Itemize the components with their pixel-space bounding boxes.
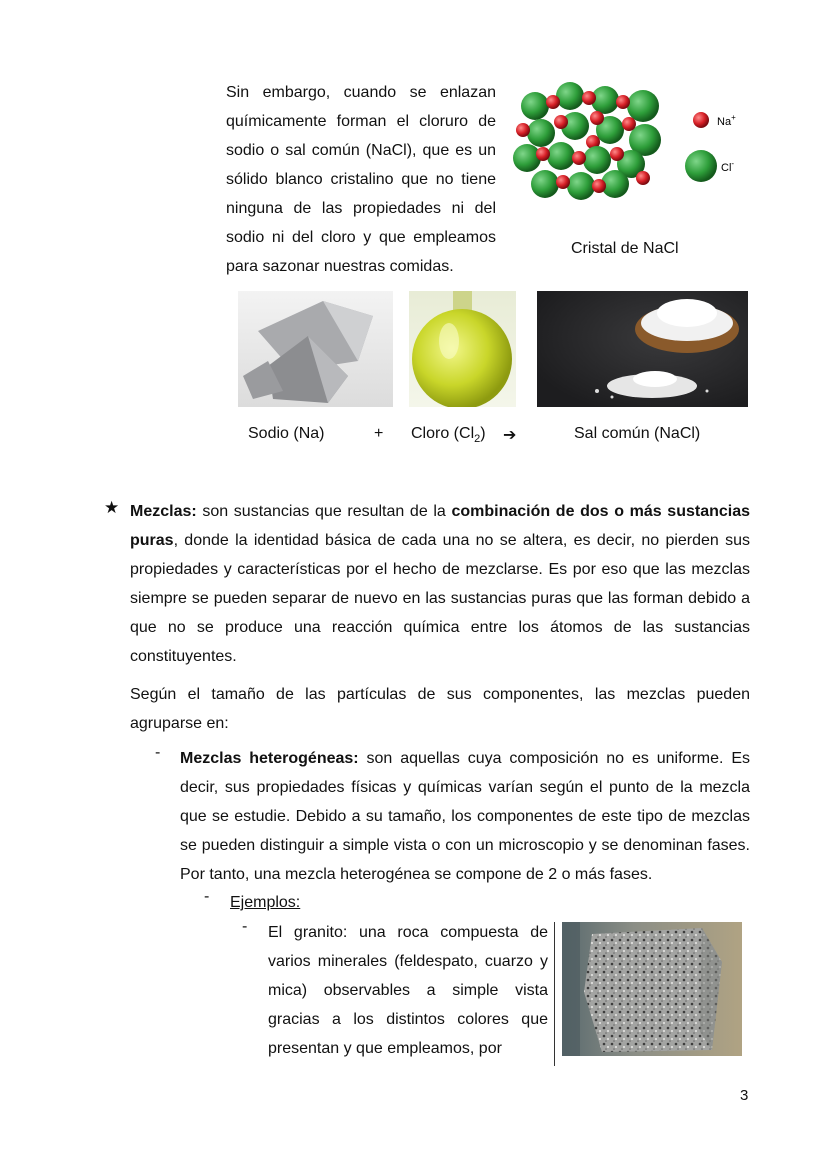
cl-legend-icon <box>685 150 717 182</box>
salt-bowl-photo <box>537 291 748 407</box>
heterogeneas-paragraph: Mezclas heterogéneas: son aquellas cuya composición no es uniforme. Es decir, sus propiedades físicas y químicas varían según el punto de la mezcla que se estudie. Debido a su tamaño, los componentes de este tipo de mezclas se pueden distinguir a simple vista o con un microscopio y se denominan fases. Por tanto, una mezcla heterogénea se compone de 2 o más fases. <box>180 750 751 883</box>
granito-dash: - <box>242 918 248 935</box>
equation-sal: Sal común (NaCl) <box>574 425 701 442</box>
nacl-crystal-diagram <box>505 78 755 218</box>
equation-sodio: Sodio (Na) <box>248 425 325 442</box>
page-number: 3 <box>740 1087 749 1104</box>
na-legend-label: Na+ <box>717 113 736 128</box>
equation-cloro: Cloro $(Cl_2)$ <box>411 425 486 446</box>
granite-photo <box>562 922 742 1056</box>
na-legend-icon <box>693 112 709 128</box>
intro-paragraph: Sin embargo, cuando se enlazan químicamente forman el cloruro de sodio o sal común (NaCl), que es un sólido blanco cristalino que no tiene ninguna de las propiedades ni del sodio ni del cloro y que empleamos para sazonar nuestras comidas. <box>226 84 496 275</box>
ejemplos-label: Ejemplos: <box>230 894 301 911</box>
ejemplos-dash: - <box>204 888 210 905</box>
mezclas-paragraph: Mezclas: son sustancias que resultan de la combinación de dos o más sustancias puras, donde la identidad básica de cada una no se altera, es decir, no pierden sus propiedades y características por el hecho de mezclarse. Es por eso que las mezclas siempre se pueden separar de nuevo en las sustancias puras que las forman debido a que no se produce una reacción química entre los átomos de las sustancias constituyentes. <box>130 503 751 665</box>
heterogeneas-dash: - <box>155 744 161 761</box>
chlorine-flask-photo <box>409 291 516 407</box>
arrow-icon: ➔ <box>503 427 517 444</box>
cl-legend-label: Cl- <box>721 159 735 174</box>
star-bullet-icon: ★ <box>104 498 120 517</box>
sodium-photo <box>238 291 393 407</box>
equation-plus: + <box>374 425 384 442</box>
column-divider <box>554 922 555 1066</box>
segun-paragraph: Según el tamaño de las partículas de sus componentes, las mezclas pueden agruparse en: <box>130 686 750 732</box>
granito-paragraph: El granito: una roca compuesta de varios minerales (feldespato, cuarzo y mica) observables a simple vista gracias a los distintos colores que presentan y que empleamos, por <box>268 924 548 1057</box>
crystal-caption: Cristal de NaCl <box>571 240 679 257</box>
crystal-lattice-icon <box>513 82 661 200</box>
